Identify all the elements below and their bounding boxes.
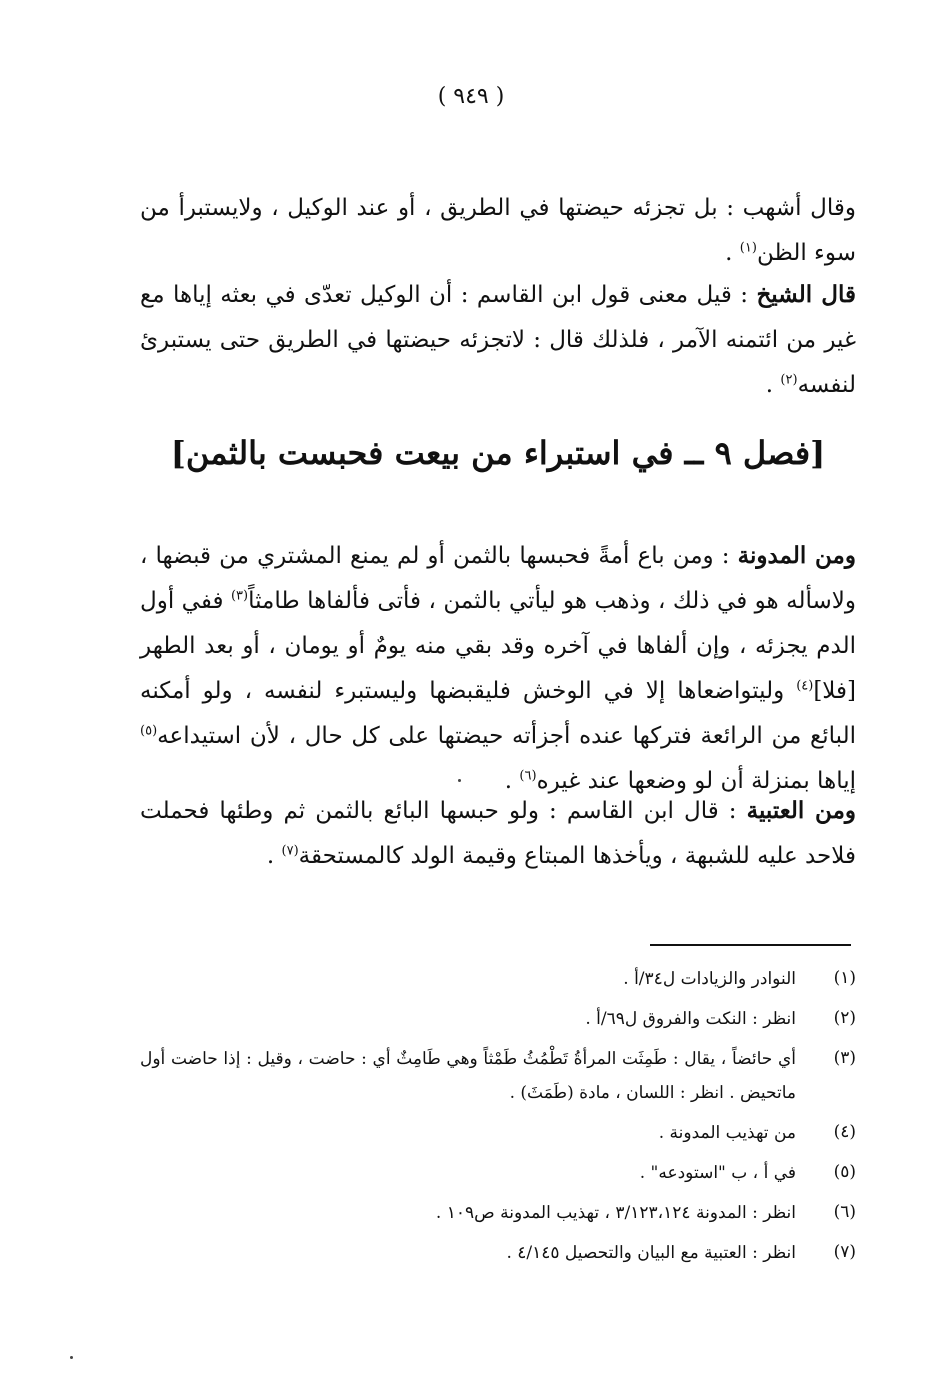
footnote-item — [140, 1116, 856, 1150]
paragraph-text: ففي أول الدم يجزئه ، وإن ألفاها في آخره وقد بقي منه يومٌ أو يومان ، أو بعد الطهر [فلا] — [140, 588, 856, 704]
footnote-ref: (٦) — [519, 768, 537, 784]
footnote-number: (٤) — [833, 1122, 856, 1142]
footnote-text: انظر : العتبية مع البيان والتحصيل ٤/١٤٥ . — [506, 1243, 796, 1263]
chapter-heading: [فصل ٩ ــ في استبراء من بيعت فحبست بالثمن] — [170, 434, 826, 472]
footnote-item — [140, 962, 856, 996]
paragraph-text: وليتواضعاها إلا في الوخش فليقبضها وليستبرء لنفسه ، ولو أمكنه البائع من الرائعة فتركها عنده أجزأته حيضتها على كل حال ، لأن استيداعه — [140, 678, 856, 749]
scan-speck — [70, 1356, 73, 1359]
footnote-number: (٥) — [833, 1162, 856, 1182]
paragraph-end: . — [504, 768, 520, 794]
footnote-text: في أ ، ب "استودعه" . — [639, 1163, 796, 1183]
paragraph-shaykh — [140, 272, 856, 408]
footnote-separator — [650, 944, 851, 946]
footnote-number: (٧) — [833, 1242, 856, 1262]
footnote-ref: (١) — [739, 240, 757, 256]
paragraph-lead: ومن المدونة — [737, 542, 856, 569]
paragraph-text: : قيل معنى قول ابن القاسم : أن الوكيل تعدّى في بعثه إياها مع غير من ائتمنه الآمر ، فلذلك قال : لاتجزئه حيضتها في الطريق حتى يستبرئ لنفسه — [140, 282, 856, 398]
footnotes — [140, 962, 856, 1276]
paragraph-utbiyya — [140, 788, 856, 879]
paragraph-text: : قال ابن القاسم : ولو حبسها البائع بالثمن ثم وطئها فحملت فلاحد عليه للشبهة ، ويأخذها المبتاع وقيمة الولد كالمستحقة — [140, 798, 856, 869]
footnote-number: (٦) — [833, 1202, 856, 1222]
page-number: ( ٩٤٩ ) — [437, 84, 505, 109]
paragraph-lead: ومن العتبية — [746, 797, 856, 824]
scan-speck — [458, 779, 461, 782]
footnote-number: (٢) — [833, 1008, 856, 1028]
footnote-text: انظر : المدونة ٣/١٢٣،١٢٤ ، تهذيب المدونة ص١٠٩ . — [435, 1203, 796, 1223]
footnote-ref: (٧) — [281, 843, 299, 859]
footnote-text: انظر : النكت والفروق ل٦٩/أ . — [585, 1009, 796, 1029]
footnote-item — [140, 1002, 856, 1036]
paragraph-lead: قال الشيخ — [756, 281, 856, 308]
footnote-ref: (٥) — [140, 723, 158, 739]
footnote-number: (١) — [833, 968, 856, 988]
paragraph-mudawwana — [140, 533, 856, 804]
paragraph-text: إياها بمنزلة أن لو وضعها عند غيره — [536, 768, 856, 794]
footnote-ref: (٣) — [230, 588, 249, 604]
paragraph-end: . — [725, 240, 740, 266]
footnote-text: أي حائضاً ، يقال : طَمِثَت المرأةُ تَطْمُثُ طَمْثاً وهي طَامِثٌ أي : حاضت ، وقيل : إذا حاضت أول ماتحيض . انظر : اللسان ، مادة (طَمَثَ) . — [140, 1049, 796, 1103]
footnote-item — [140, 1156, 856, 1190]
paragraph-text: : ومن باع أمةً فحبسها بالثمن أو لم يمنع المشتري من قبضها ، ولاسأله هو في ذلك ، وذهب هو ليأتي بالثمن ، فأتى فألفاها طامثاً — [140, 543, 856, 614]
footnote-text: النوادر والزيادات ل٣٤/أ . — [623, 969, 796, 989]
footnote-number: (٣) — [833, 1048, 856, 1068]
paragraph-ashhab — [140, 186, 856, 276]
footnote-ref: (٢) — [780, 372, 798, 388]
footnote-item — [140, 1042, 856, 1110]
paragraph-end: . — [765, 372, 781, 398]
footnote-item — [140, 1196, 856, 1230]
footnote-item — [140, 1236, 856, 1270]
footnote-ref: (٤) — [796, 678, 814, 694]
footnote-text: من تهذيب المدونة . — [658, 1123, 796, 1143]
paragraph-end: . — [266, 843, 282, 869]
paragraph-text: وقال أشهب : بل تجزئه حيضتها في الطريق ، أو عند الوكيل ، ولايستبرأ من سوء الظن — [140, 195, 856, 266]
